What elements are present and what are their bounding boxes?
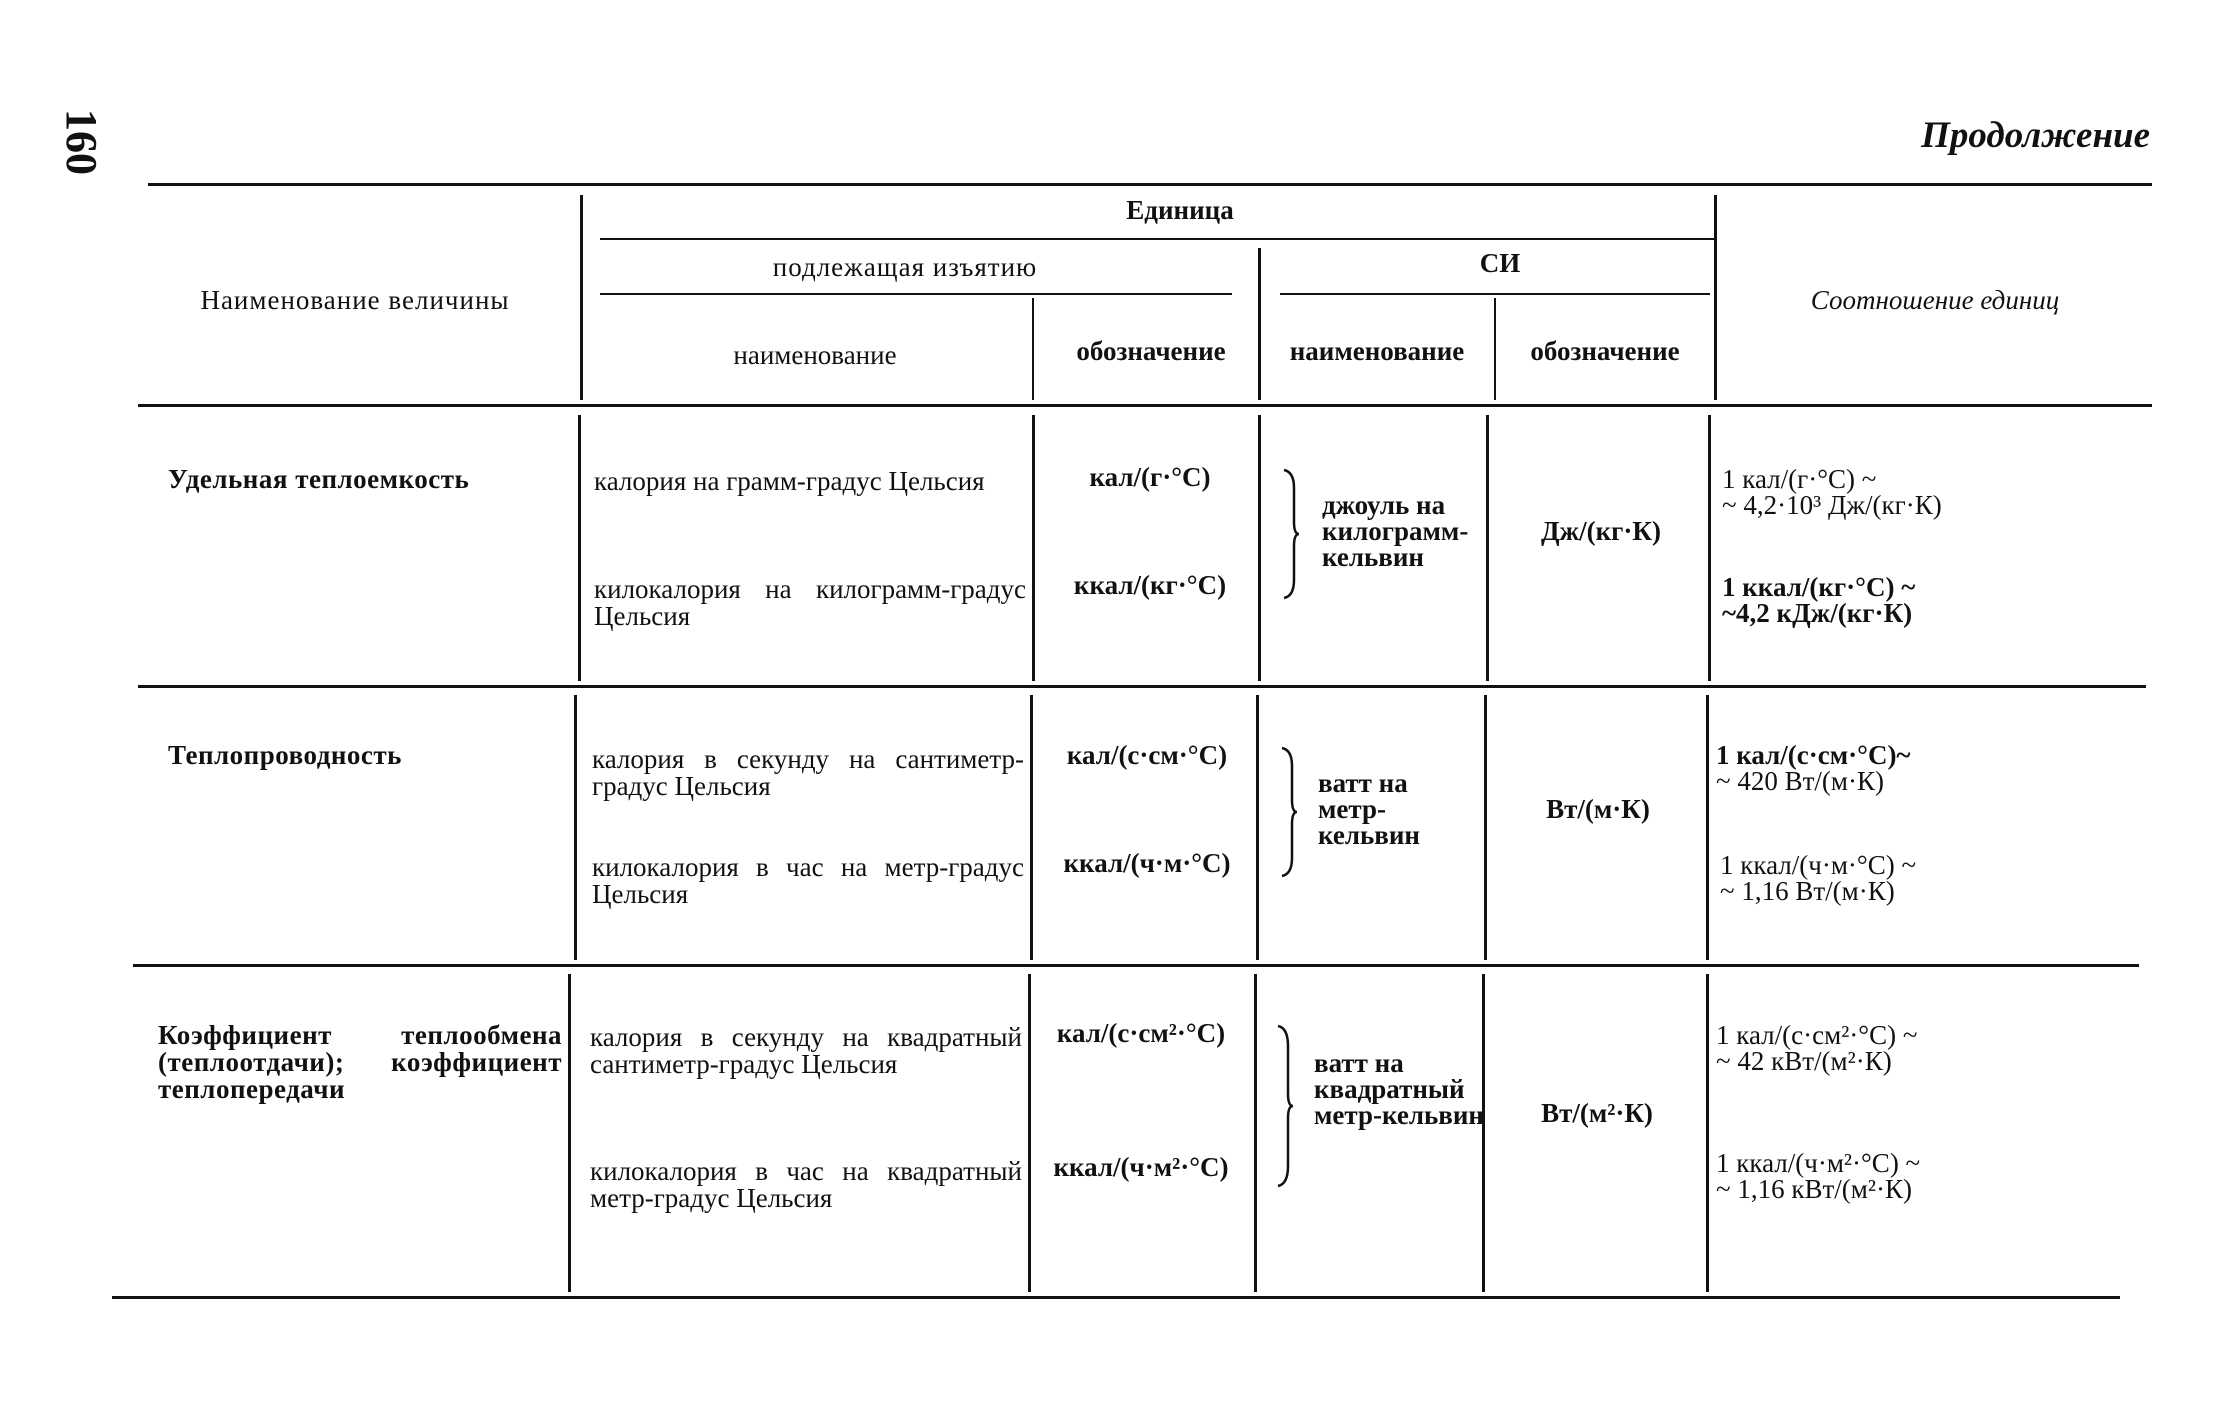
old-unit-symbol: кал/(г·°С): [1089, 462, 1211, 492]
old-unit-symbol: кал/(с·см²·°С): [1056, 1018, 1226, 1048]
relation-line: 1 ккал/(ч·м²·°С) ~: [1716, 1148, 1921, 1178]
relation-line: ~ 1,16 кВт/(м²·К): [1716, 1174, 1912, 1204]
quantity-thermal-conductivity: Теплопроводность: [168, 740, 402, 770]
relation-line: ~ 420 Вт/(м·К): [1716, 766, 1884, 796]
si-unit-name: ватт на квадратный метр-кельвин: [1314, 1048, 1484, 1130]
relation-line: 1 кал/(с·см²·°С) ~: [1716, 1020, 1918, 1050]
si-unit-name: ватт на метр-кельвин: [1318, 768, 1420, 850]
si-unit-symbol: Вт/(м²·К): [1541, 1098, 1653, 1128]
relation-line: ~4,2 кДж/(кг·К): [1722, 598, 1913, 628]
header-si-name: наименование: [1289, 336, 1465, 366]
si-unit-name: джоуль на килограмм-кельвин: [1322, 490, 1469, 572]
brace-icon: [1280, 746, 1298, 878]
relation-line: 1 ккал/(кг·°С) ~: [1722, 572, 1916, 602]
brace-icon: [1276, 1024, 1294, 1188]
si-unit-symbol: Дж/(кг·К): [1540, 516, 1662, 546]
relation-line: ~ 1,16 Вт/(м·К): [1720, 876, 1895, 906]
old-unit-symbol: кал/(с·см·°С): [1066, 740, 1228, 770]
old-unit-symbol: ккал/(кг·°С): [1073, 570, 1227, 600]
relation-line: 1 ккал/(ч·м·°С) ~: [1720, 850, 1917, 880]
header-to-remove: подлежащая изъятию: [772, 252, 1038, 282]
old-unit-name: килокалория в час на метр-градус Цельсия: [592, 852, 1024, 909]
old-unit-name: килокалория в час на квадратный метр-градус Цельсия: [590, 1156, 1022, 1213]
old-unit-name: калория в секунду на сантиметр-градус Цельсия: [592, 744, 1024, 801]
header-unit: Единица: [1126, 195, 1234, 225]
old-unit-name: калория в секунду на квадратный сантиметр-градус Цельсия: [590, 1022, 1022, 1079]
relation-line: ~ 42 кВт/(м²·К): [1716, 1046, 1892, 1076]
header-si-symbol: обозначение: [1530, 336, 1680, 366]
brace-icon: [1282, 468, 1300, 600]
old-unit-symbol: ккал/(ч·м·°С): [1063, 848, 1231, 878]
header-old-symbol: обозначение: [1076, 336, 1226, 366]
si-unit-symbol: Вт/(м·К): [1546, 794, 1650, 824]
continuation-label: Продолжение: [1921, 115, 2150, 156]
header-relation: Соотношение единиц: [1810, 285, 2060, 315]
old-unit-symbol: ккал/(ч·м²·°С): [1053, 1152, 1229, 1182]
quantity-heat-transfer-coefficient: Коэффициент теплообмена (теплоотдачи); коэффициент теплопередачи: [158, 1020, 562, 1104]
old-unit-name: килокалория на килограмм-градус Цельсия: [594, 574, 1026, 631]
page-number: 160: [57, 109, 106, 175]
header-si: СИ: [1479, 248, 1521, 278]
quantity-specific-heat: Удельная теплоемкость: [168, 464, 470, 494]
header-quantity-name: Наименование величины: [200, 285, 510, 315]
header-old-name: наименование: [733, 340, 897, 370]
old-unit-name: калория на грамм-градус Цельсия: [594, 466, 985, 496]
relation-line: 1 кал/(с·см·°С)~: [1716, 740, 1911, 770]
relation-line: ~ 4,2·10³ Дж/(кг·К): [1722, 490, 1942, 520]
relation-line: 1 кал/(г·°С) ~: [1722, 464, 1877, 494]
